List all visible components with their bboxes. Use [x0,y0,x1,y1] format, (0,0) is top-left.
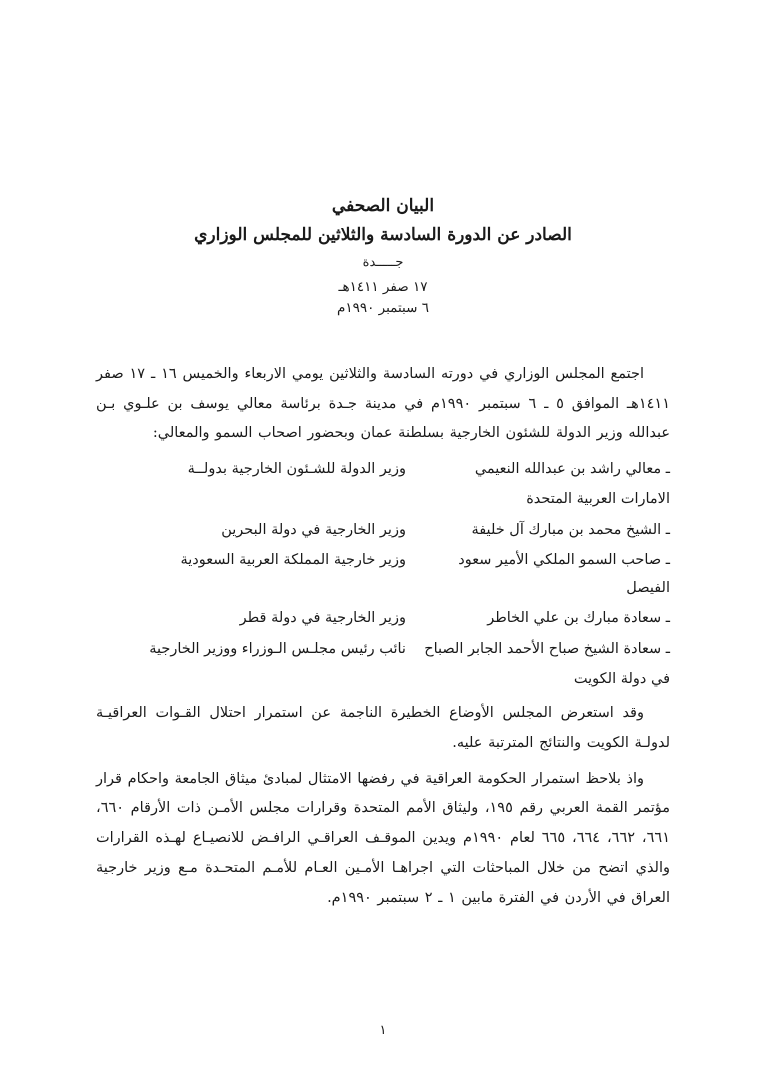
hijri-date: ١٧ صفر ١٤١١هـ [338,279,428,295]
list-item [96,546,670,603]
attendee-role: وزير الخارجية في دولة قطر [239,610,406,627]
intro-paragraph: اجتمع المجلس الوزاري في دورته السادسة والثلاثين يومي الاربعاء والخميس ١٦ ـ ١٧ صفر ١٤١١هـ الموافق ٥ ـ ٦ سبتمبر ١٩٩٠م في مدينة جـدة برئاسة معالي يوسف بن علـوي بـن عبدالله وزير الدولة للشئون الخارجية بسلطنة عمان وبحضور اصحاب السمو والمعالي: [96,366,670,442]
gregorian-date: ٦ سبتمبر ١٩٩٠م [336,300,429,316]
page-title: البيان الصحفي [331,196,435,216]
paragraph-2: وقد استعرض المجلس الأوضاع الخطيرة الناجمة عن استمرار احتلال القـوات العراقيـة لدولـة الكويت والنتائج المترتبة عليه. [96,705,670,751]
attendee-name: ـ سعادة مبارك بن علي الخاطر [487,610,670,627]
attendee-role-continued: الامارات العربية المتحدة [526,491,670,508]
attendee-name: ـ سعادة الشيخ صباح الأحمد الجابر الصباح [424,640,670,657]
attendee-name: ـ الشيخ محمد بن مبارك آل خليفة [471,521,670,538]
attendee-name: ـ معالي راشد بن عبدالله النعيمي [474,461,670,478]
attendee-role: وزير خارجية المملكة العربية السعودية [180,551,406,568]
attendee-role: نائب رئيس مجلـس الـوزراء ووزير الخارجية [149,640,406,657]
attendee-role-continued: في دولة الكويت [573,671,670,688]
paragraph-3: واذ بلاحظ استمرار الحكومة العراقية في رفضها الامتثال لمبادئ ميثاق الجامعة واحكام قرار مؤتمر القمة العربي رقم ١٩٥، وليثاق الأمم المتحدة وقرارات مجلس الأمـن ذات الأرقام ٦٦٠، ٦٦١، ٦٦٢، ٦٦٤، ٦٦٥ لعام ١٩٩٠م ويدين الموقـف العراقـي الرافـض للانصيـاع لهـذه القرارات والذي اتضح من خلال المباحثات التي اجراهـا الأمـين العـام للأمـم المتحـدة مـع وزير خارجية العراق في الأردن في الفترة مابين ١ ـ ٢ سبتمبر ١٩٩٠م. [96,770,670,906]
attendee-list [96,455,670,693]
list-item [96,516,670,544]
attendee-role: وزير الخارجية في دولة البحرين [221,521,406,538]
place-label: جـــــدة [362,255,404,270]
list-item [96,604,670,632]
page-number: ١ [379,1023,387,1038]
attendee-role: وزير الدولة للشـئون الخارجية بدولــة [187,461,406,478]
page-subtitle: الصادر عن الدورة السادسة والثلاثين للمجلس الوزاري [194,225,572,245]
document-body [96,360,670,913]
list-item [96,455,670,483]
attendee-name: ـ صاحب السمو الملكي الأمير سعود الفيصل [458,551,670,597]
document-content [96,196,670,919]
list-item [96,635,670,663]
document-header [96,196,670,316]
